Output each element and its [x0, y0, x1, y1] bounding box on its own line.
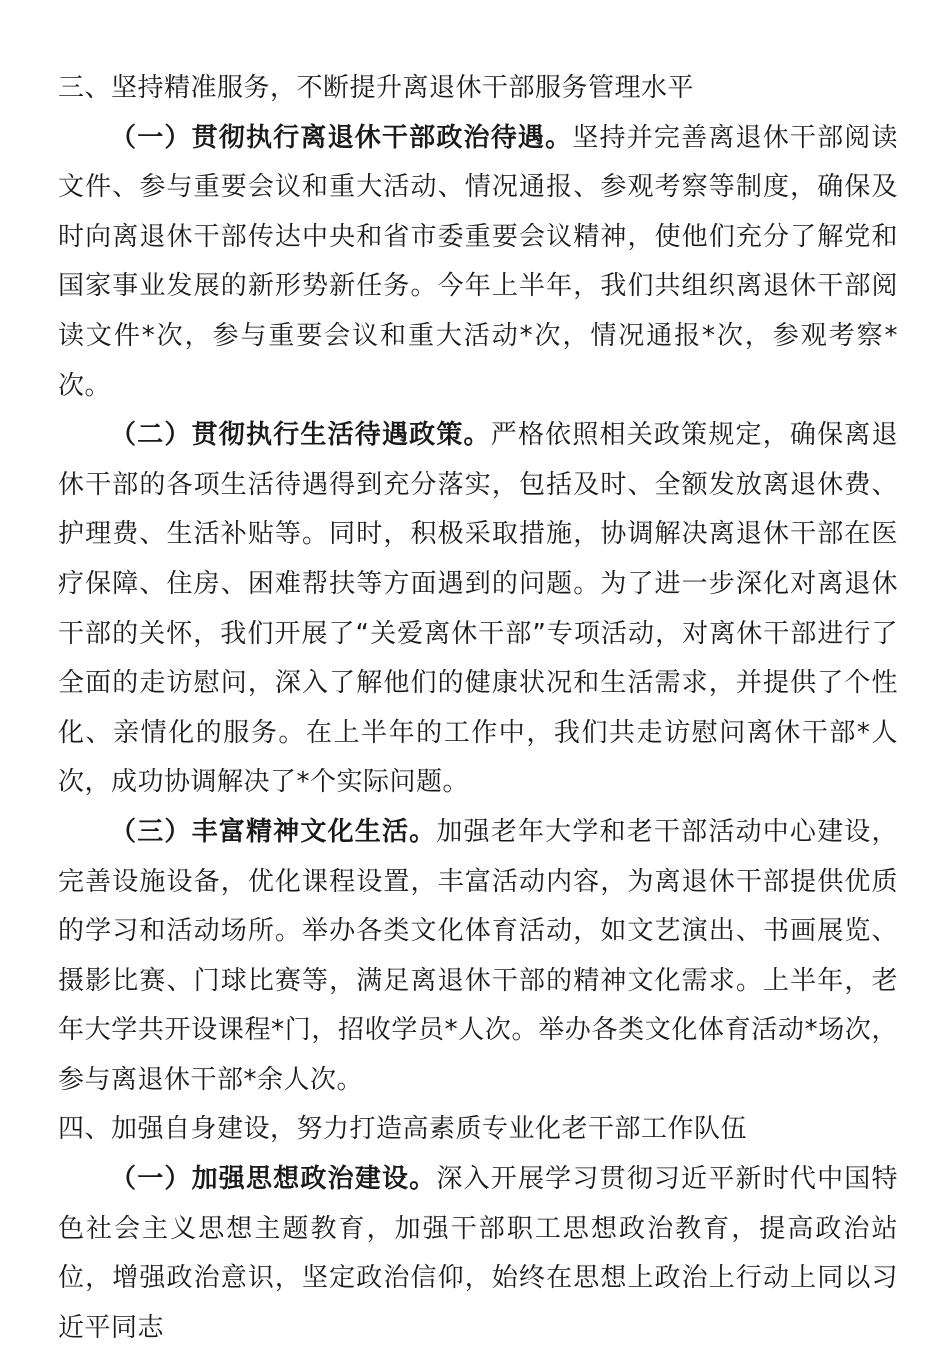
paragraph-lead: （一）加强思想政治建设。: [110, 1164, 437, 1195]
paragraph-body: 加强老年大学和老干部活动中心建设，完善设施设备，优化课程设置，丰富活动内容，为离退休干部提供优质的学习和活动场所。举办各类文化体育活动，如文艺演出、书画展览、摄影比赛、门球比赛等，满足离退休干部的精神文化需求。上半年，老年大学共开设课程*门，招收学员*人次。举办各类文化体育活动*场次，参与离退休干部*余人次。: [58, 816, 898, 1095]
section-heading: 三、坚持精准服务，不断提升离退休干部服务管理水平: [58, 73, 695, 103]
paragraph: [58, 114, 898, 412]
paragraph-lead: （二）贯彻执行生活待遇政策。: [110, 420, 491, 451]
paragraph-body: 严格依照相关政策规定，确保离退休干部的各项生活待遇得到充分落实，包括及时、全额发放离退休费、护理费、生活补贴等。同时，积极采取措施，协调解决离退休干部在医疗保障、住房、困难帮扶等方面遇到的问题。为了进一步深化对离退休干部的关怀，我们开展了“关爱离休干部”专项活动，对离休干部进行了全面的走访慰问，深入了解他们的健康状况和生活需求，并提供了个性化、亲情化的服务。在上半年的工作中，我们共走访慰问离休干部*人次，成功协调解决了*个实际问题。: [58, 420, 898, 798]
paragraph: [58, 808, 898, 1106]
paragraph-lead: （三）丰富精神文化生活。: [110, 816, 437, 847]
paragraph-body: 坚持并完善离退休干部阅读文件、参与重要会议和重大活动、情况通报、参观考察等制度，确保及时向离退休干部传达中央和省市委重要会议精神，使他们充分了解党和国家事业发展的新形势新任务。今年上半年，我们共组织离退休干部阅读文件*次，参与重要会议和重大活动*次，情况通报*次，参观考察*次。: [58, 122, 898, 401]
paragraph-body: 深入开展学习贯彻习近平新时代中国特色社会主义思想主题教育，加强干部职工思想政治教育，提高政治站位，增强政治意识，坚定政治信仰，始终在思想上政治上行动上同以习近平同志: [58, 1164, 898, 1343]
paragraph-lead: （一）贯彻执行离退休干部政治待遇。: [110, 122, 573, 153]
paragraph: [58, 411, 898, 808]
document-body: [58, 64, 898, 1353]
section-heading: 四、加强自身建设，努力打造高素质专业化老干部工作队伍: [58, 1114, 748, 1145]
paragraph: [58, 1155, 898, 1353]
